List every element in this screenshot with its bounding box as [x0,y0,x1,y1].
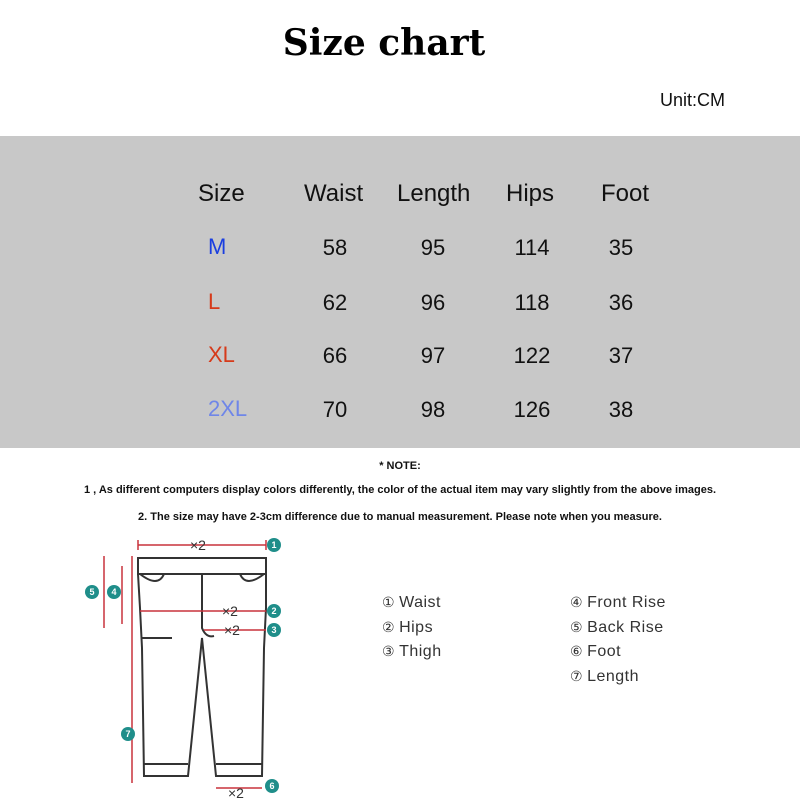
note-title: * NOTE: [379,460,421,472]
table-cell: 70 [322,397,348,422]
page-title: Size chart [282,22,486,64]
svg-text:2: 2 [271,606,277,616]
svg-text:1: 1 [271,540,277,550]
table-cell: 118 [514,290,550,315]
table-cell: 66 [322,343,348,368]
column-header-length: Length [397,180,471,207]
table-cell: 96 [420,290,446,315]
legend-item-back-rise: ⑤ Back Rise [570,619,664,636]
legend-item-length: ⑦ Length [570,668,639,685]
x2-label: ×2 [228,785,244,800]
svg-text:3: 3 [271,625,277,635]
column-header-waist: Waist [304,180,364,207]
table-cell: 126 [513,397,551,422]
legend-item-waist: ① Waist [382,594,441,611]
table-cell: 122 [513,343,551,368]
table-cell: 98 [420,397,446,422]
svg-text:5: 5 [89,587,95,597]
legend-item-foot: ⑥ Foot [570,643,622,660]
table-cell: 37 [608,343,634,368]
table-cell: 35 [608,235,634,260]
size-label: M [208,234,227,259]
note-line-2: 2. The size may have 2-3cm difference due to manual measurement. Please note when you measure. [138,511,662,523]
table-cell: 97 [420,343,446,368]
size-label: XL [208,342,235,367]
legend-item-hips: ② Hips [382,619,434,636]
table-cell: 95 [420,235,446,260]
x2-label: ×2 [224,622,240,638]
svg-text:6: 6 [269,781,275,791]
column-header-size: Size [198,180,245,207]
legend-item-thigh: ③ Thigh [382,643,442,660]
waistband-outline [138,558,266,574]
pants-diagram [76,528,296,800]
size-table [0,136,800,448]
table-cell: 36 [608,290,634,315]
x2-label: ×2 [222,603,238,619]
svg-text:7: 7 [125,729,131,739]
size-label: 2XL [208,396,248,421]
column-header-foot: Foot [601,180,650,207]
column-header-hips: Hips [506,180,555,207]
x2-label: ×2 [190,537,206,553]
unit-label: Unit:CM [660,90,726,110]
table-cell: 114 [514,235,550,260]
note-line-1: 1 , As different computers display colors differently, the color of the actual item may vary slightly from the above images. [83,484,717,496]
table-cell: 38 [608,397,634,422]
legend-item-front-rise: ④ Front Rise [570,594,666,611]
table-cell: 62 [322,290,348,315]
table-cell: 58 [322,235,348,260]
size-label: L [208,289,221,314]
svg-text:4: 4 [111,587,117,597]
